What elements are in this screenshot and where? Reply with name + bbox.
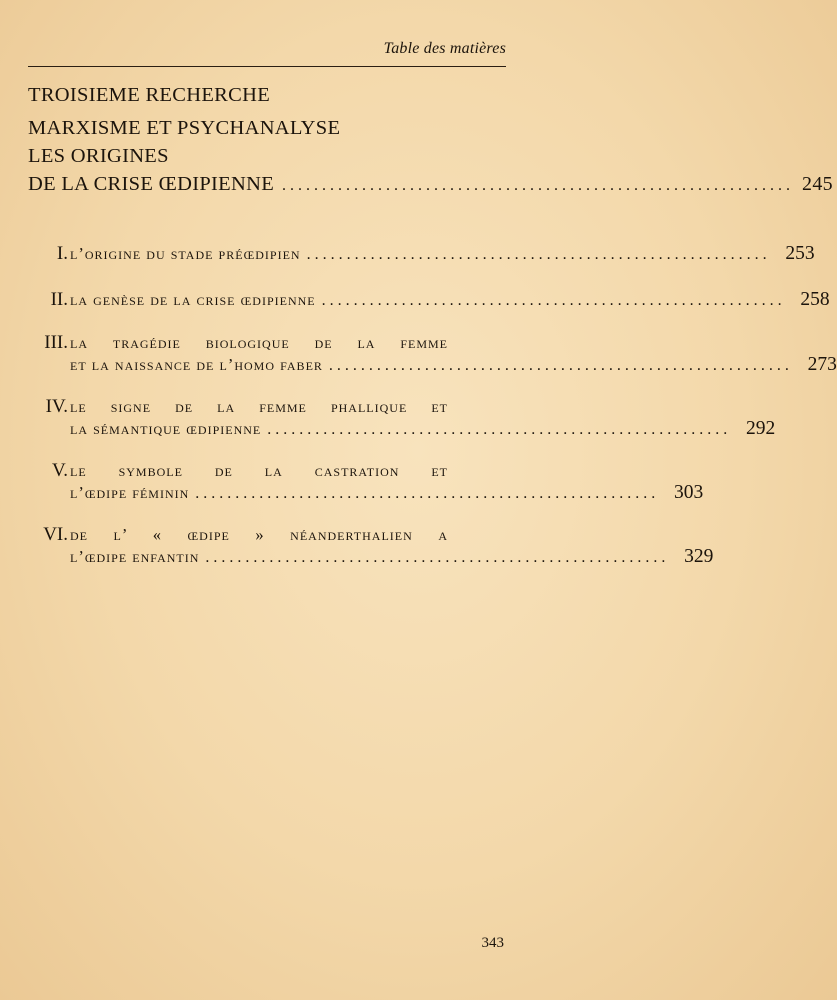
toc-entry	[28, 460, 704, 504]
chapter-title	[70, 396, 775, 440]
dot-leader: ................................................................	[282, 177, 795, 194]
chapter-title-line: la sémantique œdipienne	[70, 419, 262, 438]
section-entry	[28, 170, 833, 200]
chapter-numeral: I.	[56, 243, 68, 264]
chapter-title	[70, 243, 815, 265]
chapter-title-line: la tragédie biologique de la femme	[70, 333, 448, 352]
toc-entry	[28, 524, 714, 568]
chapter-title-line: et la naissance de l’homo faber	[70, 355, 323, 374]
toc-entry	[28, 243, 815, 265]
chapter-numeral: V.	[51, 460, 68, 481]
chapter-title-line: de l’ « œdipe » néanderthalien a	[70, 525, 448, 544]
running-header: Table des matières	[383, 40, 506, 57]
page-number: 258	[800, 289, 830, 310]
chapter-title	[70, 289, 830, 311]
chapter-numeral: VI.	[43, 524, 68, 545]
chapter-title	[70, 332, 837, 376]
section-line: TROISIEME RECHERCHE	[28, 84, 271, 106]
toc-entry	[28, 289, 830, 311]
header-rule	[28, 66, 506, 67]
chapter-title-line: l’œdipe enfantin	[70, 547, 200, 566]
page-number: 303	[674, 482, 704, 503]
dot-leader: ..........................................................	[195, 485, 660, 502]
page-number: 273	[807, 354, 837, 375]
section-heading	[28, 81, 833, 200]
chapter-final-line	[70, 418, 775, 440]
chapter-list	[28, 243, 837, 568]
page-number: 245	[802, 173, 833, 195]
chapter-title-line: la genèse de la crise œdipienne	[70, 290, 316, 309]
chapter-final-line	[70, 243, 815, 265]
chapter-title-line: l’œdipe féminin	[70, 483, 190, 502]
folio-page-number: 343	[481, 935, 504, 951]
page-number: 253	[785, 243, 815, 264]
chapter-numeral: III.	[44, 332, 68, 353]
page-number: 329	[684, 546, 714, 567]
dot-leader: ..........................................................	[321, 292, 786, 309]
section-line: LES ORIGINES	[28, 145, 169, 167]
page-number: 292	[745, 418, 776, 439]
chapter-title-line: l’origine du stade préœdipien	[70, 244, 301, 263]
chapter-title	[70, 524, 713, 568]
chapter-title	[70, 460, 703, 504]
chapter-title-line: le symbole de la castration et	[70, 461, 448, 480]
chapter-final-line	[70, 354, 837, 376]
chapter-final-line	[70, 482, 703, 504]
dot-leader: ..........................................................	[205, 549, 670, 566]
toc-entry	[28, 332, 837, 376]
chapter-final-line	[70, 546, 713, 568]
chapter-numeral: II.	[50, 289, 68, 310]
toc-entry	[28, 396, 776, 440]
chapter-title-line: le signe de la femme phallique et	[70, 397, 448, 416]
chapter-final-line	[70, 289, 830, 311]
dot-leader: ..........................................................	[306, 246, 771, 263]
section-line: MARXISME ET PSYCHANALYSE	[28, 117, 341, 139]
chapter-numeral: IV.	[45, 396, 68, 417]
dot-leader: ..........................................................	[328, 357, 793, 374]
dot-leader: ..........................................................	[267, 421, 732, 438]
section-line: DE LA CRISE ŒDIPIENNE	[28, 173, 275, 195]
